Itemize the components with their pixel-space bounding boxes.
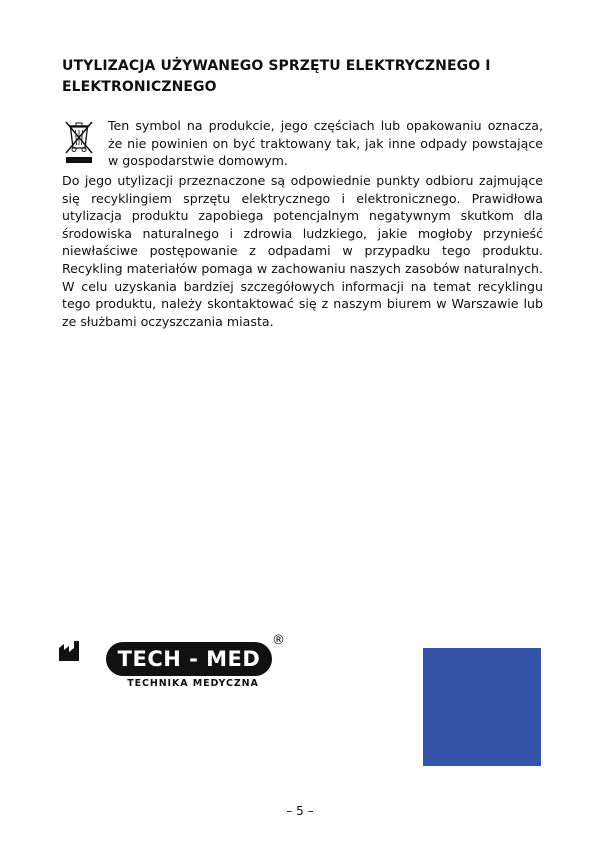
manufacturer-factory-icon bbox=[58, 640, 84, 662]
page-number: – 5 – bbox=[286, 804, 314, 818]
logo-subtitle: TECHNIKA MEDYCZNA bbox=[127, 678, 259, 689]
crossed-out-wheelie-bin-icon bbox=[62, 118, 98, 166]
weee-symbol bbox=[62, 118, 98, 166]
blue-color-box bbox=[423, 648, 541, 766]
body-paragraph: Do jego utylizacji przeznaczone są odpowiednie punkty odbioru zajmujące się recyklingiem sprzętu elektrycznego i elektronicznego. Prawidłowa utylizacja produktu zapobiega potencjalnym negatywnym skutkom dla środowiska naturalnego i zdrowia ludzkiego, jakie mogłoby przynieść niewłaściwe postępowanie z odpadami w przypadku tego produktu. Recykling materiałów pomaga w zachowaniu naszych zasobów naturalnych. W celu uzyskania bardziej szczegółowych informacji na temat recyklingu tego produktu, należy skontaktować się z naszym biurem w Warszawie lub ze służbami oczyszczania miasta. bbox=[62, 173, 543, 329]
section-heading: UTYLIZACJA UŻYWANEGO SPRZĘTU ELEKTRYCZNEGO I ELEKTRONICZNEGO bbox=[62, 58, 491, 95]
tech-med-logo bbox=[106, 633, 286, 692]
intro-paragraph: Ten symbol na produkcie, jego częściach lub opakowaniu oznacza, że nie powinien on być traktowany tak, jak inne odpady powstające w gospodarstwie domowym. bbox=[108, 118, 543, 169]
registered-mark: ® bbox=[272, 633, 285, 648]
logo-wordmark: TECH - MED bbox=[106, 642, 272, 676]
